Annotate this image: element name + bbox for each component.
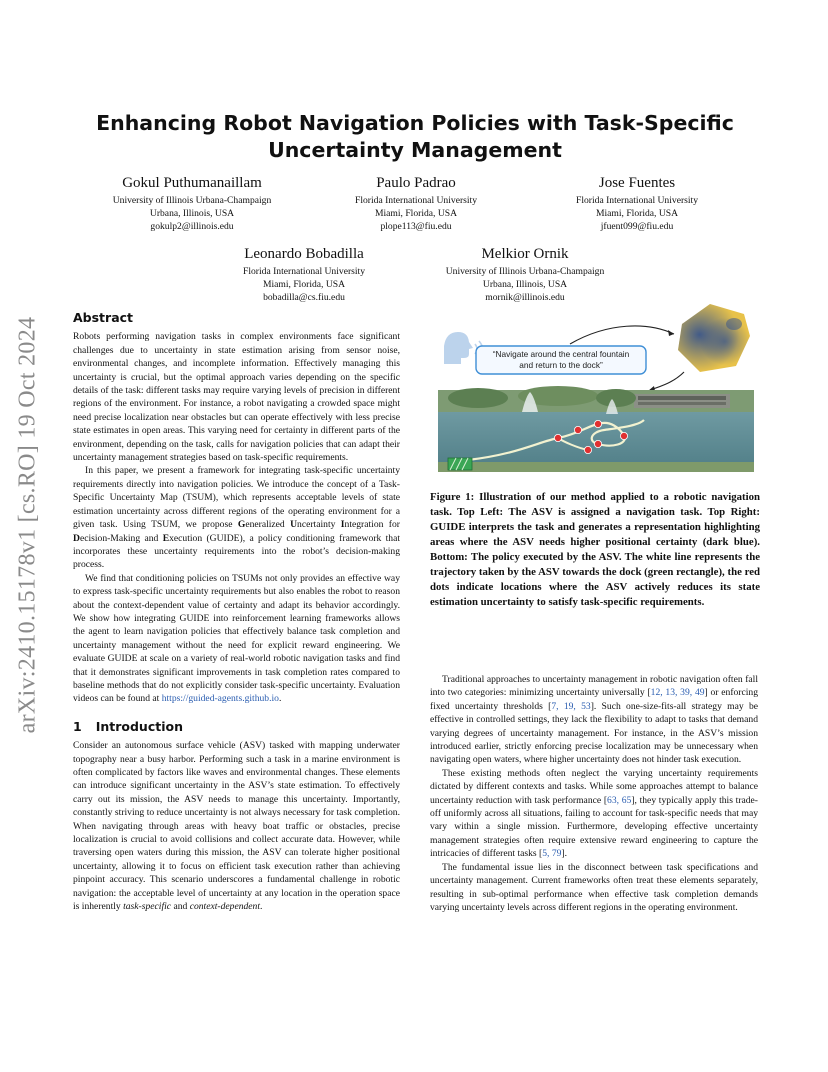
figure-1-caption: Figure 1: Illustration of our method applied to a robotic navigation task. Top Left: The ASV is assigned a navigation task. Top Right: GUIDE interprets the task and generates a representation highlighting areas where the ASV needs higher positional certainty (dark blue). Bottom: The policy executed by the ASV. The white line represents the trajectory taken by the ASV towards the dock (green rectangle), the red dots indicate locations where the ASV actively reduces its state estimation uncertainty to satisfy task-specific requirements. (430, 491, 760, 608)
abstract-heading: Abstract (73, 310, 134, 325)
author-affiliation: Florida International University (354, 195, 478, 206)
author-location: Urbana, Illinois, USA (149, 208, 235, 219)
waypoint-marker (554, 434, 561, 441)
author-name: Gokul Puthumanaillam (122, 175, 262, 191)
author-block (296, 173, 536, 233)
waypoint-marker (620, 432, 627, 439)
left-column (73, 311, 400, 913)
uncertainty-map (678, 304, 750, 372)
author-location: Miami, Florida, USA (374, 208, 458, 219)
abstract-paragraph: We find that conditioning policies on TSUMs not only provides an effective way to express task-specific uncertainty requirements but also enables the robot to reason about the context-dependent value of certainty and adapt its behavior accordingly. We show how integrating GUIDE into reinforcement learning frameworks allows the agent to learn navigation policies that effectively balance task completion and uncertainty management without the need for explicit reward engineering. We evaluate GUIDE at scale on a variety of real-world robotic navigation tasks and find that it demonstrates significant improvements in task completion rates compared to baseline methods that do not explicitly consider task-specific uncertainty. Evaluation videos can be found at https://guided-agents.github.io. (73, 572, 400, 705)
waypoint-marker (584, 446, 591, 453)
author-email: mornik@illinois.edu (485, 292, 565, 303)
author-location: Miami, Florida, USA (595, 208, 679, 219)
author-name: Paulo Padrao (376, 175, 456, 191)
author-email: bobadilla@cs.fiu.edu (263, 292, 345, 303)
waypoint-marker (574, 426, 581, 433)
task-prompt-line2: and return to the dock” (519, 360, 603, 370)
author-location: Miami, Florida, USA (262, 279, 346, 290)
citation-link[interactable]: 12, 13, 39, 49 (650, 687, 705, 699)
author-affiliation: Florida International University (575, 195, 699, 206)
author-block (517, 173, 757, 233)
body-paragraph: The fundamental issue lies in the disconnect between task specifications and uncertainty management. Current frameworks often treat these elements separately, resulting in sub-optimal performance when effective task completion demands varying uncertainty levels across different regions in the operating environment. (430, 861, 758, 913)
author-location: Urbana, Illinois, USA (482, 279, 568, 290)
paper-title: Enhancing Robot Navigation Policies with Task-Specific Uncertainty Management (96, 111, 734, 162)
waypoint-marker (594, 420, 601, 427)
right-column (430, 673, 758, 914)
task-prompt-line1: “Navigate around the central fountain (492, 349, 630, 359)
introduction-heading: 1 Introduction (73, 718, 183, 734)
project-link[interactable]: https://guided-agents.github.io (161, 693, 279, 705)
scene-photo (438, 386, 754, 472)
author-block (184, 244, 424, 304)
intro-paragraph: Consider an autonomous surface vehicle (ASV) tasked with mapping underwater topography near a busy harbor. Performing such a task in a marine environment is often complicated by factors like waves and environmental changes. These elements can introduce significant uncertainty in the ASV’s state estimation. To effectively carry out its mission, the ASV needs to manage this uncertainty. Importantly, constantly striving to reduce uncertainty is not always necessary for task completion. When navigating through areas with heavy boat traffic or obstacles, precise localization is crucial to avoid collisions and collect accurate data. However, while traversing open waters during this mission, the ASV can tolerate higher positional uncertainty, allowing it to focus on efficient task execution rather than achieving pinpoint accuracy. This scenario underscores a fundamental challenge in robotic navigation: the acceptable level of uncertainty at any location in the operation space is inherently task-specific and context-dependent. (73, 740, 400, 913)
author-block (72, 173, 312, 233)
author-affiliation: University of Illinois Urbana-Champaign (112, 195, 272, 206)
citation-link[interactable]: 5, 79 (542, 848, 562, 860)
body-paragraph: These existing methods often neglect the varying uncertainty requirements dictated by different contexts and tasks. While some approaches attempt to balance uncertainty reduction with task performance [63, 65], they typically apply this trade-off uniformly across all situations, failing to account for task-specific needs that may vary within a single mission. Furthermore, developing effective uncertainty management strategies often require extensive reward engineering to capture the intricacies of different tasks [5, 79]. (430, 767, 758, 860)
body-paragraph: Traditional approaches to uncertainty management in robotic navigation often fall into two categories: minimizing uncertainty universally [12, 13, 39, 49] or enforcing fixed uncertainty thresholds [7, 19, 53]. Such one-size-fits-all strategy may be effective in controlled settings, they lack the flexibility to adapt to tasks that demand varying degrees of uncertainty management. For instance, in the ASV’s mission introduced earlier, strictly enforcing precise localization may be unnecessary when navigating open waters, where higher uncertainty does not hinder task execution. (430, 674, 759, 766)
author-block (405, 244, 645, 304)
arrow-to-scene (650, 372, 684, 390)
arxiv-identifier (8, 290, 48, 760)
arxiv-id-text: arXiv:2410.15178v1 [cs.RO] 19 Oct 2024 (14, 316, 41, 734)
citation-link[interactable]: 63, 65 (607, 794, 632, 806)
citation-link[interactable]: 7, 19, 53 (551, 700, 591, 712)
dock-marker (448, 458, 472, 470)
arrow-to-map (570, 326, 674, 344)
author-name: Jose Fuentes (598, 175, 676, 191)
author-email: jfuent099@fiu.edu (600, 221, 674, 232)
figure-1 (438, 302, 754, 478)
figure-1-illustration (438, 302, 754, 478)
abstract-paragraph: Robots performing navigation tasks in complex environments face significant challenges due to uncertainty in state estimation arising from sensor noise, environmental changes, and incomplete information. Effectively managing this uncertainty is crucial, but the optimal approach varies depending on the specific details of the task: different tasks may require varying levels of precision in different regions of the environment. For instance, a robot navigating a crowded space might need precise localization near obstacles but can operate effectively with less precise state estimates in open areas. This varying need for certainty in different parts of the environment, depending on the task, calls for navigation policies that can adapt their uncertainty management strategies based on task-specific requirements. (73, 331, 400, 464)
author-email: gokulp2@illinois.edu (150, 221, 234, 232)
author-name: Leonardo Bobadilla (244, 246, 364, 262)
abstract-paragraph: In this paper, we present a framework for integrating task-specific uncertainty requirements directly into navigation policies. We introduce the concept of a Task-Specific Uncertainty Map (TSUM), which represents acceptable levels of state estimation uncertainty across different regions of the operating environment for a given task. Using TSUM, we propose Generalized Uncertainty Integration for Decision-Making and Execution (GUIDE), a policy conditioning framework that incorporates these uncertainty requirements into the robot’s decision-making process. (73, 465, 400, 571)
waypoint-marker (594, 440, 601, 447)
author-affiliation: University of Illinois Urbana-Champaign (445, 266, 605, 277)
author-affiliation: Florida International University (242, 266, 366, 277)
author-email: plope113@fiu.edu (380, 221, 452, 232)
author-name: Melkior Ornik (481, 246, 569, 262)
